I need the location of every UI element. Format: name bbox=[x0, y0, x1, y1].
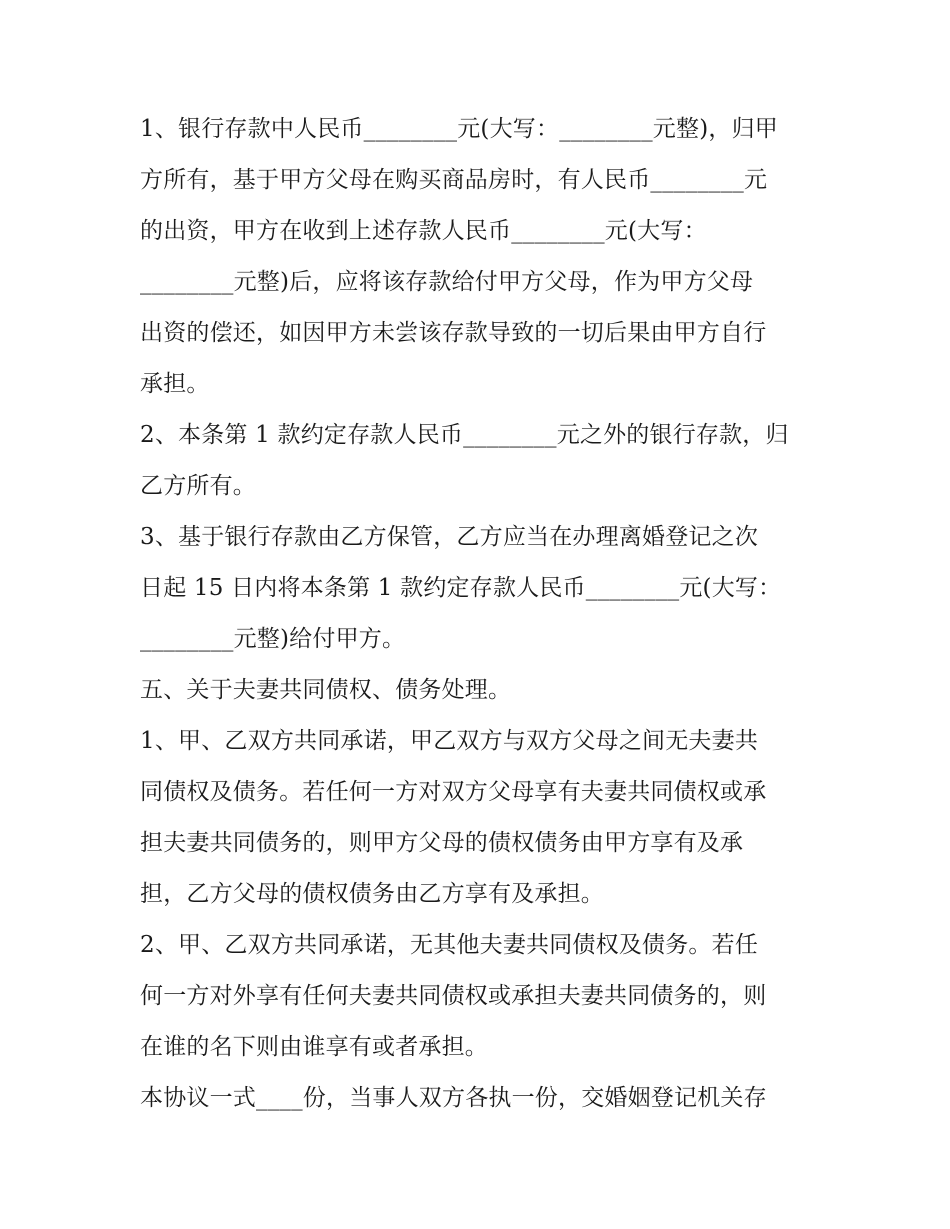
text-line: 3、基于银行存款由乙方保管，乙方应当在办理离婚登记之次 bbox=[140, 524, 759, 550]
text-line: ________元整)后，应将该存款给付甲方父母，作为甲方父母 bbox=[140, 269, 754, 295]
text-line: ________元整)给付甲方。 bbox=[140, 626, 406, 652]
text-line: 2、甲、乙双方共同承诺，无其他夫妻共同债权及债务。若任 bbox=[140, 932, 759, 958]
text-line: 1、银行存款中人民币________元(大写：________元整)，归甲 bbox=[140, 116, 778, 142]
text-line: 日起 15 日内将本条第 1 款约定存款人民币________元(大写： bbox=[140, 575, 782, 601]
text-line: 同债权及债务。若任何一方对双方父母享有夫妻共同债权或承 bbox=[140, 779, 767, 805]
section-heading: 五、关于夫妻共同债权、债务处理。 bbox=[140, 677, 512, 703]
text-line: 2、本条第 1 款约定存款人民币________元之外的银行存款，归 bbox=[140, 422, 789, 448]
text-line: 1、甲、乙双方共同承诺，甲乙双方与双方父母之间无夫妻共 bbox=[140, 728, 759, 754]
text-line: 担，乙方父母的债权债务由乙方享有及承担。 bbox=[140, 881, 604, 907]
text-line: 承担。 bbox=[140, 371, 210, 397]
text-line: 出资的偿还，如因甲方未尝该存款导致的一切后果由甲方自行 bbox=[140, 320, 767, 346]
text-line: 担夫妻共同债务的，则甲方父母的债权债务由甲方享有及承 bbox=[140, 830, 744, 856]
text-line: 何一方对外享有任何夫妻共同债权或承担夫妻共同债务的，则 bbox=[140, 983, 767, 1009]
text-line: 本协议一式____份，当事人双方各执一份，交婚姻登记机关存 bbox=[140, 1085, 767, 1111]
document-body bbox=[140, 104, 820, 1124]
text-line: 在谁的名下则由谁享有或者承担。 bbox=[140, 1034, 488, 1060]
text-line: 的出资，甲方在收到上述存款人民币________元(大写： bbox=[140, 218, 707, 244]
text-line: 乙方所有。 bbox=[140, 473, 256, 499]
text-line: 方所有，基于甲方父母在购买商品房时，有人民币________元 bbox=[140, 167, 768, 193]
